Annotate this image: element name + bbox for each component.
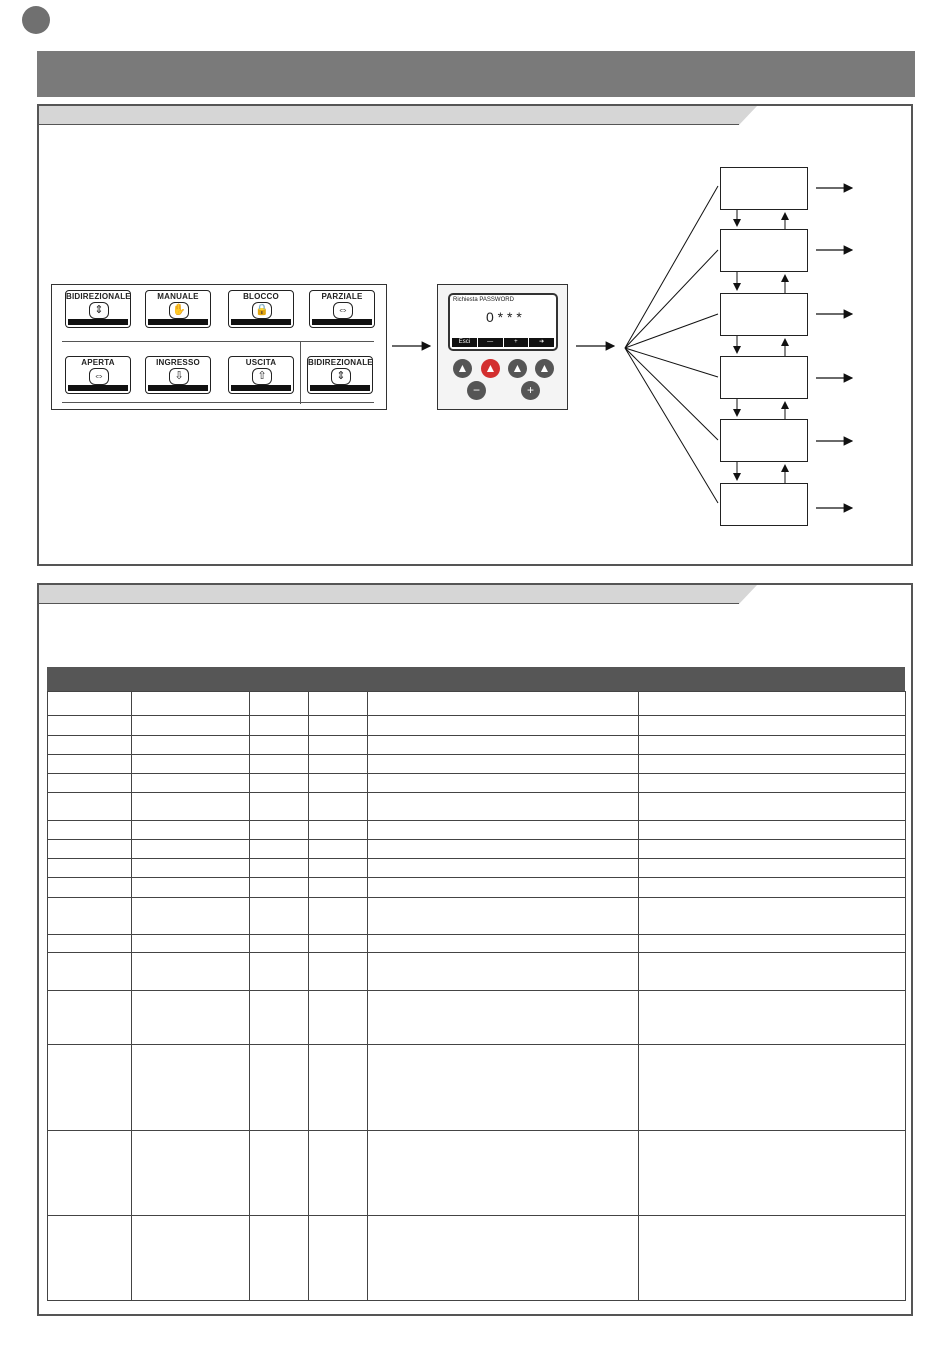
- fan-lines: [625, 186, 718, 503]
- table-row: [48, 935, 906, 953]
- table-row: [48, 878, 906, 898]
- table-row: [48, 991, 906, 1045]
- key-parziale[interactable]: PARZIALE ⇔: [309, 290, 375, 328]
- table-row: [48, 1045, 906, 1131]
- partial-arrows-snowflake-icon: ⇔: [333, 302, 353, 319]
- table-row: [48, 1131, 906, 1216]
- table-row: [48, 716, 906, 736]
- table-row: [48, 859, 906, 878]
- alarm-bidirectional-icon: ⇕: [331, 368, 351, 385]
- table-row: [48, 840, 906, 859]
- key-blocco[interactable]: BLOCCO 🔒: [228, 290, 294, 328]
- softkey-exit: Esci: [452, 338, 477, 347]
- horizontal-arrows-icon: ⇔: [89, 368, 109, 385]
- key-manuale[interactable]: MANUALE ✋: [145, 290, 211, 328]
- key-bidirezionale[interactable]: BIDIREZIONALE ⇕: [65, 290, 131, 328]
- table-header: [47, 667, 905, 691]
- bidirectional-arrows-icon: ⇕: [89, 302, 109, 319]
- softkey-plus: +: [504, 338, 529, 347]
- vertical-nav-arrows: [737, 210, 785, 483]
- softkey-next: ➔: [529, 338, 554, 347]
- table-row: [48, 953, 906, 991]
- flow-arrows: [0, 0, 950, 600]
- up-arrow-icon: ⇧: [252, 368, 272, 385]
- key-bidirezionale-alarm[interactable]: BIDIREZIONALE ⇕: [307, 356, 373, 394]
- lock-icon: 🔒: [252, 302, 272, 319]
- up-arrow-button-3[interactable]: ▲: [535, 359, 554, 378]
- minus-button[interactable]: −: [467, 381, 486, 400]
- hand-icon: ✋: [169, 302, 189, 319]
- down-arrow-icon: ⇩: [169, 368, 189, 385]
- table-row: [48, 692, 906, 716]
- table-row: [48, 1216, 906, 1301]
- softkey-minus: —: [478, 338, 503, 347]
- section-tab: [39, 585, 739, 604]
- table-row: [48, 898, 906, 935]
- table-row: [48, 774, 906, 793]
- password-field: 0 * * *: [486, 309, 522, 325]
- table-row: [48, 821, 906, 840]
- key-aperta[interactable]: APERTA ⇔: [65, 356, 131, 394]
- output-arrows: [816, 188, 852, 508]
- up-arrow-button-2[interactable]: ▲: [508, 359, 527, 378]
- key-ingresso[interactable]: INGRESSO ⇩: [145, 356, 211, 394]
- plus-button[interactable]: +: [521, 381, 540, 400]
- table-row: [48, 793, 906, 821]
- lcd-title: Richiesta PASSWORD: [453, 297, 514, 303]
- parameters-table: [47, 691, 906, 1301]
- key-uscita[interactable]: USCITA ⇧: [228, 356, 294, 394]
- up-arrow-button-1[interactable]: ▲: [453, 359, 472, 378]
- table-row: [48, 755, 906, 774]
- table-row: [48, 736, 906, 755]
- alarm-button[interactable]: ▲: [481, 359, 500, 378]
